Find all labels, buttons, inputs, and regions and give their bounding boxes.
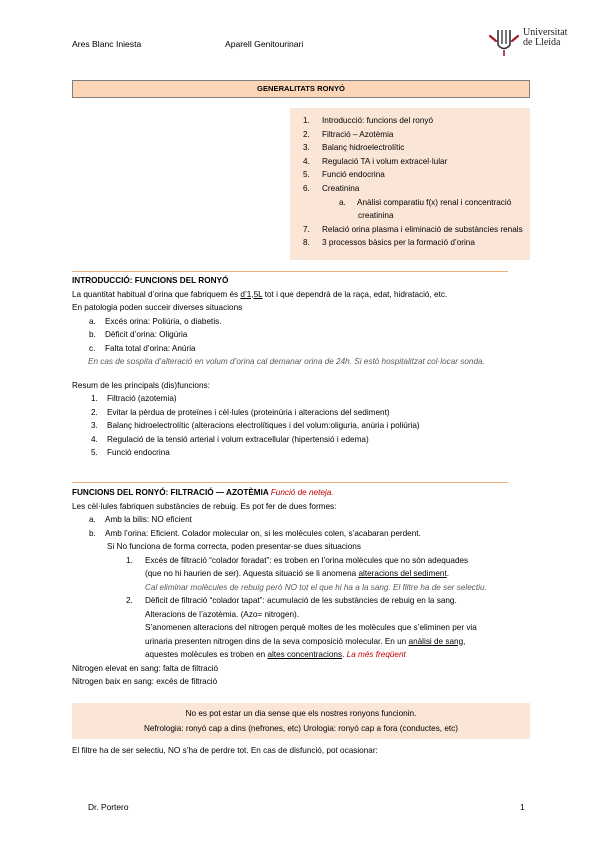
toc-item: 7. Relació orina plasma i eliminació de substàncies renals: [303, 224, 523, 234]
list-item: 1. Filtració (azotemia): [91, 394, 177, 403]
list-item: a. Amb la bilis: NO eficient: [89, 515, 192, 524]
list-item: 2. Evitar la pèrdua de proteïnes i cèl·lules (proteinúria i alteracions del sediment): [91, 407, 390, 417]
list-item: 5. Funció endocrina: [91, 448, 170, 457]
filtration-heading: FUNCIONS DEL RONYÓ: FILTRACIÓ — AZOTÈMIA Funció de neteja.: [72, 488, 334, 497]
intro-heading: INTRODUCCIÓ: FUNCIONS DEL RONYÓ: [72, 276, 229, 285]
list-item: 2. Dèficit de filtració “colador tapat”: acumulació de les substàncies de rebuig en la sang.: [126, 596, 457, 605]
toc-item: 3. Balanç hidroelectrolític: [303, 143, 405, 153]
intro-paragraph: En patologia poden succeir diverses situacions: [72, 303, 243, 312]
header-author: Ares Blanc Iniesta: [72, 39, 142, 49]
list-item: 4. Regulació de la tensió arterial i volum extracellular (hipertensió i edema): [91, 434, 369, 444]
list-item: b. Dèficit d’orina: Oligúria: [89, 330, 188, 339]
nitrogen-low: Nitrogen baix en sang: excés de filtració: [72, 677, 218, 686]
intro-note: En cas de sospita d’alteració en volum d’orina cal demanar orina de 24h. Si estò hospitalitzat col·locar sonda.: [88, 357, 485, 366]
note-line: No es pot estar un dia sense que els nostres ronyons funcionin.: [185, 709, 417, 718]
list-item: a. Excés orina: Poliúria, o diabetis.: [89, 316, 222, 326]
toc-item: 8. 3 processos bàsics per la formació d’orina: [303, 238, 475, 248]
university-logo: [487, 27, 577, 59]
page-number: 1: [520, 802, 525, 812]
table-of-contents: [303, 114, 523, 250]
section-rule: [72, 482, 508, 483]
list-item: 1. Excés de filtració “colador foradat”: es troben en l’orina molècules que no són adequades: [126, 555, 469, 565]
list-item: b. Amb l’orina: Eficient. Colador molecular on, si les molècules colen, s’acabaran perdent.: [89, 528, 421, 538]
toc-item: 2. Filtració – Azotèmia: [303, 129, 394, 139]
intro-section: [72, 274, 532, 460]
footer-author: Dr. Portero: [88, 802, 129, 812]
section-rule: [72, 271, 508, 272]
toc-item: 1. Introducció: funcions del ronyó: [303, 116, 434, 125]
page-title: GENERALITATS RONYÓ: [72, 80, 530, 98]
summary-title: Resum de les principals (dis)funcions:: [72, 380, 210, 390]
filtration-paragraph: Les cèl·lules fabriquen substàncies de rebuig. Es pot fer de dues formes:: [72, 501, 337, 511]
toc-item: 6. Creatinina: [303, 183, 360, 193]
toc-item: 4. Regulació TA i volum extracel·lular: [303, 156, 448, 166]
udl-emblem-icon: [487, 27, 521, 57]
final-paragraph: El filtre ha de ser selectiu, NO s’ha de perdre tot. En cas de disfunció, pot ocasionar:: [72, 746, 378, 755]
highlight-note: [72, 703, 530, 739]
filtration-section: FUNCIONS DEL RONYÓ: FILTRACIÓ — AZOTÈMIA Funció de neteja. Les cèl·lules fabriquen substàncies de rebuig. Es pot fer de dues formes: a. Amb la bilis: NO eficient b. Amb l’orina: Eficient. Colador molecular on, si les molècules colen, s’acabaran perdent. Si No funciona de forma correcta, poden presentar-se dues situacions 1. Excés de filtració “colador foradat”: es troben en l’orina molècules que no són adequades (que no hi haurien de ser). Aquesta situació se li anomena alteracions del sediment. Cal eliminar molècules de rebuig però NO tot el que hi ha a la sang. El filtre ha de ser selectiu. 2. Dèficit de filtració “colador tapat”: acumulació de les substàncies de rebuig en la sang. Alteracions de l’azotèmia. (Azo= nitrogen). S’anomenen alteracions del nitrogen perquè moltes de les molècules que s’eliminen per via urinaria presenten nitrogen dins de la seva composició molecular. En un anàlisi de sang, aquestes molècules es troben en altes concentracions. La més freqüent Nitrogen elevat en sang: falta de filtració Nitrogen baix en sang: excés de filtració: [72, 486, 532, 689]
note-line: Nefrologia: ronyó cap a dins (nefrones, etc) Urologia: ronyó cap a fora (conductes, etc): [143, 724, 458, 733]
filtration-paragraph: Si No funciona de forma correcta, poden presentar-se dues situacions: [107, 542, 361, 551]
toc-subitem: a. Anàlisi comparatiu f(x) renal i concentració: [339, 197, 512, 207]
toc-item: 5. Funció endocrina: [303, 170, 385, 180]
list-item: c. Falta total d’orina: Anúria: [89, 343, 196, 353]
toc-subitem-cont: creatinina: [358, 211, 394, 221]
university-name: Universitat de Lleida: [523, 27, 568, 48]
list-item: 3. Balanç hidroelectrolític (alteracions electrolítiques i del volum:oliguria, anúria i poliúria): [91, 421, 420, 430]
intro-paragraph: La quantitat habitual d’orina que fabriquem és d’1,5L tot i que dependrà de la raça, edat, hidratació, etc.: [72, 289, 448, 299]
nitrogen-high: Nitrogen elevat en sang: falta de filtració: [72, 663, 219, 673]
header-subject: Aparell Genitourinari: [225, 39, 304, 49]
